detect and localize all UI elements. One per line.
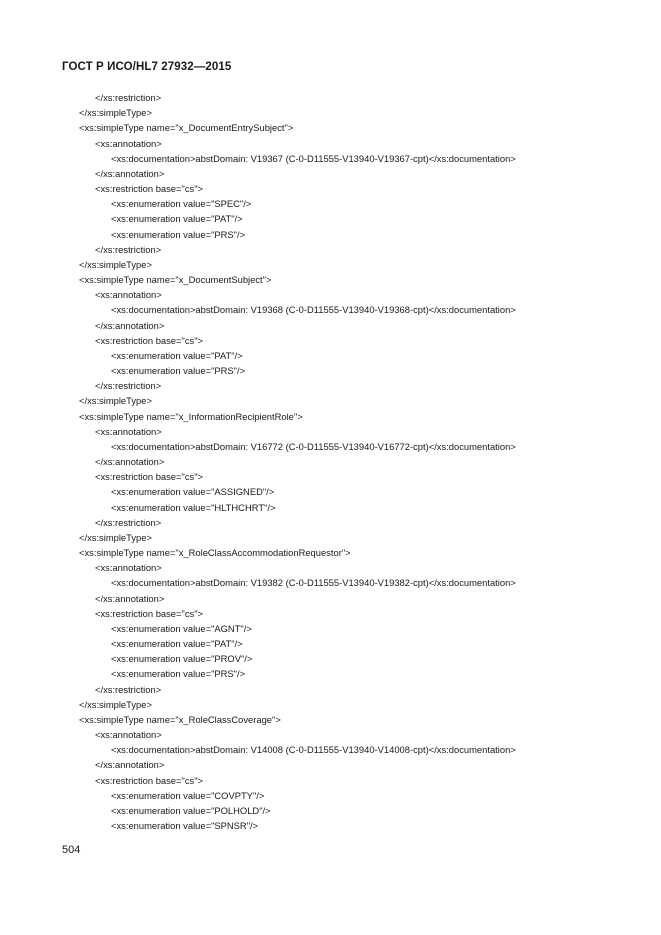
code-line: </xs:annotation> [95, 456, 165, 468]
code-line: <xs:annotation> [95, 137, 162, 149]
code-line: </xs:restriction> [95, 380, 162, 392]
code-line: </xs:simpleType> [79, 698, 152, 710]
code-line: <xs:enumeration value="PAT"/> [111, 213, 243, 225]
code-line: <xs:annotation> [95, 562, 162, 574]
code-line: <xs:annotation> [95, 289, 162, 301]
code-line: </xs:annotation> [95, 592, 165, 604]
code-line: <xs:restriction base="cs"> [95, 607, 204, 619]
code-line: </xs:annotation> [95, 319, 165, 331]
code-line: <xs:enumeration value="SPNSR"/> [111, 820, 259, 832]
page-header-title: ГОСТ Р ИСО/HL7 27932—2015 [62, 61, 232, 73]
code-line: </xs:simpleType> [79, 395, 152, 407]
code-line: <xs:enumeration value="COVPTY"/> [111, 789, 265, 801]
code-line: <xs:enumeration value="PAT"/> [111, 638, 243, 650]
code-line: <xs:documentation>abstDomain: V16772 (C-0-D11555-V13940-V16772-cpt)</xs:documentation> [111, 440, 516, 452]
code-line: </xs:simpleType> [79, 107, 152, 119]
code-line: <xs:restriction base="cs"> [95, 334, 204, 346]
code-line: <xs:enumeration value="PROV"/> [111, 653, 253, 665]
code-line: <xs:enumeration value="AGNT"/> [111, 622, 252, 634]
code-line: <xs:enumeration value="POLHOLD"/> [111, 804, 271, 816]
code-line: <xs:enumeration value="PAT"/> [111, 349, 243, 361]
code-line: <xs:enumeration value="PRS"/> [111, 668, 246, 680]
code-line: <xs:simpleType name="x_RoleClassCoverage"> [79, 713, 281, 725]
code-line: </xs:restriction> [95, 516, 162, 528]
code-line: <xs:documentation>abstDomain: V19367 (C-0-D11555-V13940-V19367-cpt)</xs:documentation> [111, 152, 516, 164]
code-line: <xs:enumeration value="HLTHCHRT"/> [111, 501, 276, 513]
code-line: <xs:documentation>abstDomain: V14008 (C-0-D11555-V13940-V14008-cpt)</xs:documentation> [111, 744, 516, 756]
code-line: </xs:restriction> [95, 92, 162, 103]
code-line: </xs:simpleType> [79, 531, 152, 543]
code-line: <xs:simpleType name="x_RoleClassAccommodationRequestor"> [79, 547, 351, 559]
code-line: </xs:annotation> [95, 167, 165, 179]
page-number: 504 [62, 844, 81, 856]
code-line: <xs:restriction base="cs"> [95, 774, 204, 786]
code-line: <xs:restriction base="cs"> [95, 183, 204, 195]
code-line: <xs:documentation>abstDomain: V19382 (C-0-D11555-V13940-V19382-cpt)</xs:documentation> [111, 577, 516, 589]
code-line: <xs:enumeration value="PRS"/> [111, 365, 246, 377]
code-line: <xs:annotation> [95, 425, 162, 437]
code-line: </xs:annotation> [95, 759, 165, 771]
code-line: <xs:enumeration value="ASSIGNED"/> [111, 486, 275, 498]
code-line: <xs:restriction base="cs"> [95, 471, 204, 483]
code-line: <xs:enumeration value="SPEC"/> [111, 198, 252, 210]
code-line: <xs:simpleType name="x_InformationRecipientRole"> [79, 410, 303, 422]
code-line: <xs:annotation> [95, 729, 162, 741]
code-line: <xs:enumeration value="PRS"/> [111, 228, 246, 240]
code-line: </xs:restriction> [95, 243, 162, 255]
code-line: </xs:restriction> [95, 683, 162, 695]
code-line: <xs:documentation>abstDomain: V19368 (C-0-D11555-V13940-V19368-cpt)</xs:documentation> [111, 304, 516, 316]
code-line: </xs:simpleType> [79, 258, 152, 270]
code-line: <xs:simpleType name="x_DocumentEntrySubject"> [79, 122, 294, 134]
code-line: <xs:simpleType name="x_DocumentSubject"> [79, 274, 272, 286]
